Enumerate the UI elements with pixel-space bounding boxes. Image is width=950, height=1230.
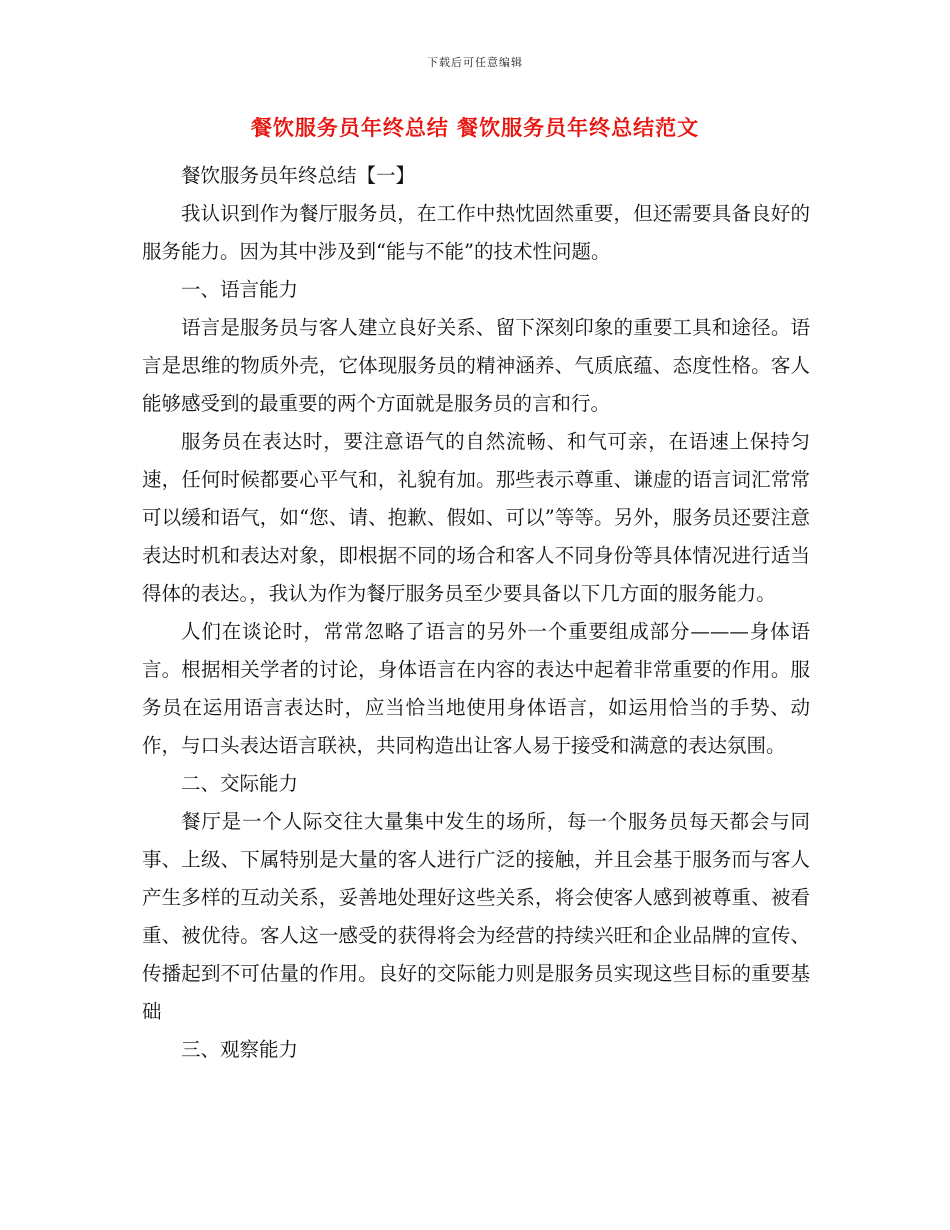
section-heading-communication: 二、交际能力 [181, 772, 299, 795]
paragraph-intro: 我认识到作为餐厅服务员，在工作中热忱固然重要，但还需要具备良好的服务能力。因为其中涉及到“能与不能”的技术性问题。 [142, 202, 810, 263]
header-note: 下载后可任意编辑 [427, 56, 523, 69]
section-heading-summary-1: 餐饮服务员年终总结【一】 [181, 164, 416, 187]
document-body [142, 157, 810, 1069]
paragraph-expression: 服务员在表达时，要注意语气的自然流畅、和气可亲，在语速上保持匀速，任何时候都要心平气和，礼貌有加。那些表示尊重、谦虚的语言词汇常常可以缓和语气，如“您、请、抱歉、假如、可以”等等。另外，服务员还要注意表达时机和表达对象，即根据不同的场合和客人不同身份等具体情况进行适当得体的表达。，我认为作为餐厅服务员至少要具备以下几方面的服务能力。 [142, 430, 810, 605]
paragraph-communication: 餐厅是一个人际交往大量集中发生的场所，每一个服务员每天都会与同事、上级、下属特别是大量的客人进行广泛的接触，并且会基于服务而与客人产生多样的互动关系，妥善地处理好这些关系，将会使客人感到被尊重、被看重、被优待。客人这一感受的获得将会为经营的持续兴旺和企业品牌的宣传、传播起到不可估量的作用。良好的交际能力则是服务员实现这些目标的重要基础 [142, 810, 810, 1023]
document-title: 餐饮服务员年终总结 餐饮服务员年终总结范文 [250, 116, 700, 140]
paragraph-language: 语言是服务员与客人建立良好关系、留下深刻印象的重要工具和途径。语言是思维的物质外壳，它体现服务员的精神涵养、气质底蕴、态度性格。客人能够感受到的最重要的两个方面就是服务员的言和行。 [142, 316, 810, 415]
paragraph-body-language: 人们在谈论时，常常忽略了语言的另外一个重要组成部分———身体语言。根据相关学者的讨论，身体语言在内容的表达中起着非常重要的作用。服务员在运用语言表达时，应当恰当地使用身体语言，如运用恰当的手势、动作，与口头表达语言联袂，共同构造出让客人易于接受和满意的表达氛围。 [142, 620, 810, 757]
section-heading-language: 一、语言能力 [181, 278, 299, 301]
section-heading-observation: 三、观察能力 [181, 1038, 299, 1061]
